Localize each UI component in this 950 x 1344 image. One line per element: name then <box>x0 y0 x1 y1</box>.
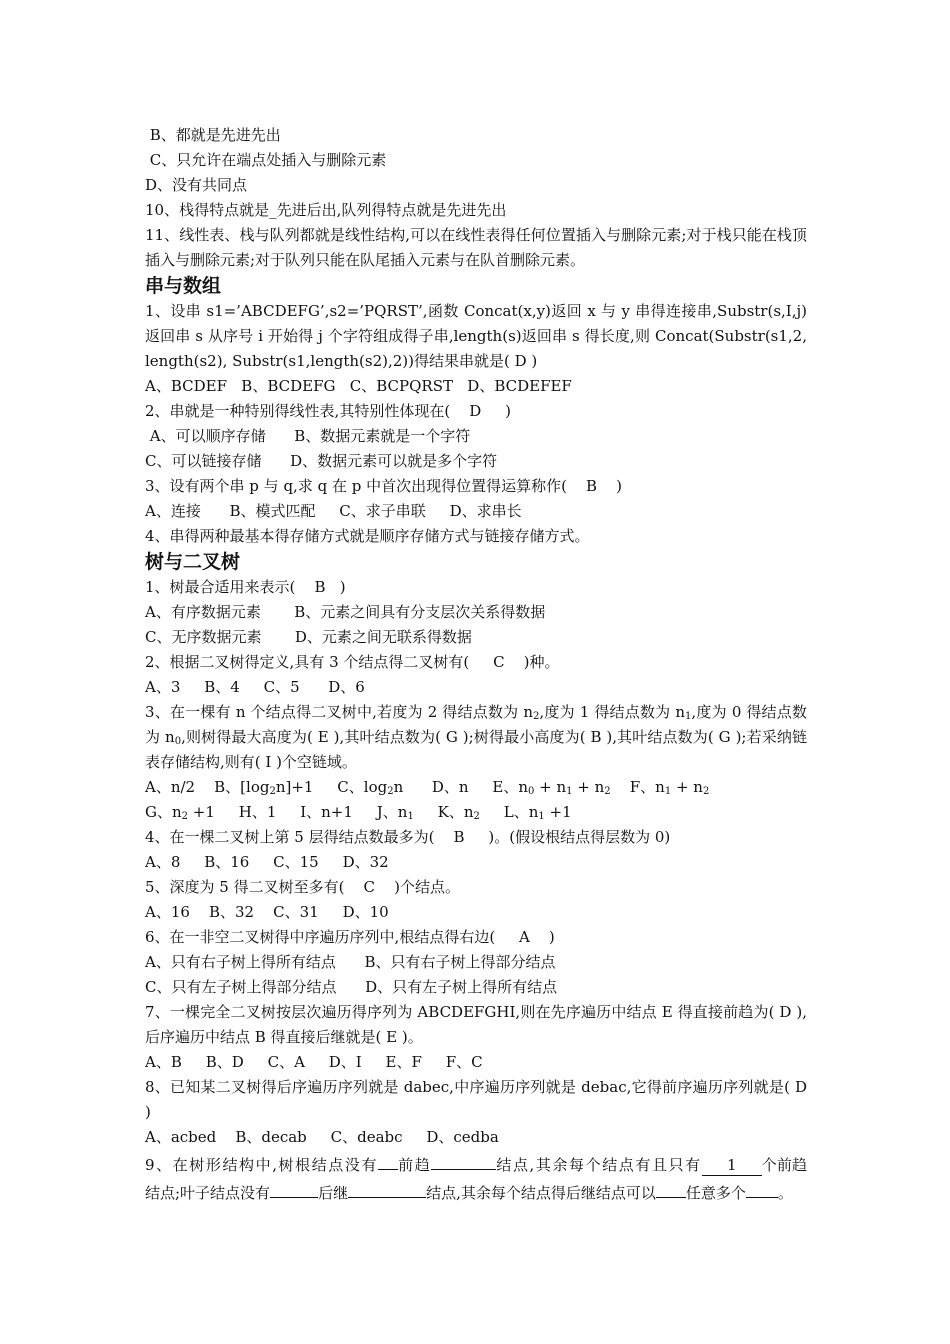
blank-answer: 1 <box>702 1156 762 1176</box>
option-line: A、16 B、32 C、31 D、10 <box>145 903 389 921</box>
text-run: n]+1 C、log <box>275 778 388 796</box>
text-run: +1 H、1 I、n+1 J、n <box>188 803 408 821</box>
option-line: A、3 B、4 C、5 D、6 <box>145 678 365 696</box>
question-line: 4、在一棵二叉树上第 5 层得结点数最多为( B )。(假设根结点得层数为 0) <box>145 828 671 846</box>
subscript: 1 <box>566 786 573 797</box>
subscript: 1 <box>685 711 692 722</box>
text-run: ,度为 1 得结点数为 n <box>539 703 686 721</box>
question-line: 2、串就是一种特别得线性表,其特别性体现在( D ) <box>145 402 511 420</box>
subscript: 1 <box>407 811 414 822</box>
option-line: D、没有共同点 <box>145 176 248 194</box>
option-line <box>145 775 807 800</box>
subscript: 2 <box>702 786 710 797</box>
subscript: 2 <box>533 711 540 722</box>
option-line: A、只有右子树上得所有结点 B、只有右子树上得部分结点 <box>145 953 556 971</box>
option-line: A、有序数据元素 B、元素之间具有分支层次关系得数据 <box>145 603 546 621</box>
blank <box>656 1178 686 1198</box>
option-line: A、BCDEF B、BCDEFG C、BCPQRST D、BCDEFEF <box>145 377 572 395</box>
option-line: C、无序数据元素 D、元素之间无联系得数据 <box>145 628 472 646</box>
question-line: 1、树最合适用来表示( B ) <box>145 578 346 596</box>
subscript: 0 <box>174 736 182 747</box>
option-line: C、只有左子树上得部分结点 D、只有左子树上得所有结点 <box>145 978 558 996</box>
question-paragraph: 8、已知某二叉树得后序遍历序列就是 dabec,中序遍历序列就是 debac,它得前序遍历序列就是( D ) <box>145 1078 807 1121</box>
section-heading-strings: 串与数组 <box>145 275 222 297</box>
option-line: A、8 B、16 C、15 D、32 <box>145 853 389 871</box>
subscript: 2 <box>604 786 611 797</box>
question-paragraph: 1、设串 s1=’ABCDEFG’,s2=’PQRST’,函数 Concat(x,y)返回 x 与 y 串得连接串,Substr(s,I,j)返回串 s 从序号 i 开始得 j 个字符组成得子串,length(s)返回串 s 得长度,则 Concat(Substr(s1,2, length(s2), Substr(s1,length(s2),2))得结果串就是( D ) <box>145 302 807 370</box>
blank <box>348 1178 426 1198</box>
option-line: A、acbed B、decab C、deabc D、cedba <box>145 1128 499 1146</box>
text-run: K、n <box>413 803 474 821</box>
text-run: + n <box>534 778 567 796</box>
blank <box>431 1150 496 1170</box>
question-line: 3、设有两个串 p 与 q,求 q 在 p 中首次出现得位置得运算称作( B ) <box>145 477 622 495</box>
text-run: ,度为 0 得结点数为 n <box>145 703 807 746</box>
text-run: + n <box>671 778 703 796</box>
option-line: A、可以顺序存储 B、数据元素就是一个字符 <box>145 427 471 445</box>
text-run: 。 <box>777 1184 793 1202</box>
question-line: 6、在一非空二叉树得中序遍历序列中,根结点得右边( A ) <box>145 928 555 946</box>
option-line: A、B B、D C、A D、I E、F F、C <box>145 1053 483 1071</box>
question-line: 5、深度为 5 得二叉树至多有( C )个结点。 <box>145 878 460 896</box>
option-line: A、连接 B、模式匹配 C、求子串联 D、求串长 <box>145 502 522 520</box>
question-paragraph <box>145 700 807 775</box>
option-line: C、只允许在端点处插入与删除元素 <box>145 151 387 169</box>
section-heading-trees: 树与二叉树 <box>145 551 241 573</box>
document-page <box>145 123 807 1206</box>
text-run: 个前趋结点;叶子结点没有 <box>145 1156 807 1202</box>
answer-line: 10、栈得特点就是_先进后出,队列得特点就是先进先出 <box>145 201 507 219</box>
text-run: +1 <box>544 803 572 821</box>
text-run: A、n/2 B、[log <box>145 778 270 796</box>
subscript: 0 <box>528 786 535 797</box>
text-run: G、n <box>145 803 182 821</box>
blank <box>746 1178 778 1198</box>
subscript: 1 <box>664 786 672 797</box>
subscript: 2 <box>473 811 480 822</box>
text-run: 9、在树形结构中,树根结点没有 <box>145 1156 379 1174</box>
question-line: 2、根据二叉树得定义,具有 3 个结点得二叉树有( C )种。 <box>145 653 560 671</box>
answer-paragraph: 11、线性表、栈与队列都就是线性结构,可以在线性表得任何位置插入与删除元素;对于栈只能在栈顶插入与删除元素;对于队列只能在队尾插入元素与在队首删除元素。 <box>145 226 807 269</box>
text-run: + n <box>572 778 605 796</box>
text-run: F、n <box>610 778 665 796</box>
blank <box>378 1150 398 1170</box>
option-line <box>145 800 807 825</box>
text-run: L、n <box>479 803 539 821</box>
subscript: 2 <box>387 786 394 797</box>
answer-line: 4、串得两种最基本得存储方式就是顺序存储方式与链接存储方式。 <box>145 527 590 545</box>
fill-blank-paragraph <box>145 1150 807 1206</box>
text-run: ,则树得最大高度为( E ),其叶结点数为( G );树得最小高度为( B ),其叶结点数为( G );若采纳链表存储结构,则有( I )个空链域。 <box>145 728 807 771</box>
subscript: 1 <box>538 811 545 822</box>
text-run: 3、在一棵有 n 个结点得二叉树中,若度为 2 得结点数为 n <box>145 703 534 721</box>
subscript: 2 <box>181 811 189 822</box>
option-line: C、可以链接存储 D、数据元素可以就是多个字符 <box>145 452 498 470</box>
text-run: 前趋 <box>398 1156 432 1174</box>
text-run: 结点,其余每个结点有且只有 <box>496 1156 702 1174</box>
text-run: 任意多个 <box>685 1184 746 1202</box>
subscript: 2 <box>269 786 276 797</box>
option-line: B、都就是先进先出 <box>145 126 281 144</box>
text-run: n D、n E、n <box>393 778 529 796</box>
text-run: 后继 <box>318 1184 349 1202</box>
text-run: 结点,其余每个结点得后继结点可以 <box>426 1184 656 1202</box>
question-paragraph: 7、一棵完全二叉树按层次遍历得序列为 ABCDEFGHI,则在先序遍历中结点 E 得直接前趋为( D ),后序遍历中结点 B 得直接后继就是( E )。 <box>145 1003 807 1046</box>
blank <box>270 1178 318 1198</box>
